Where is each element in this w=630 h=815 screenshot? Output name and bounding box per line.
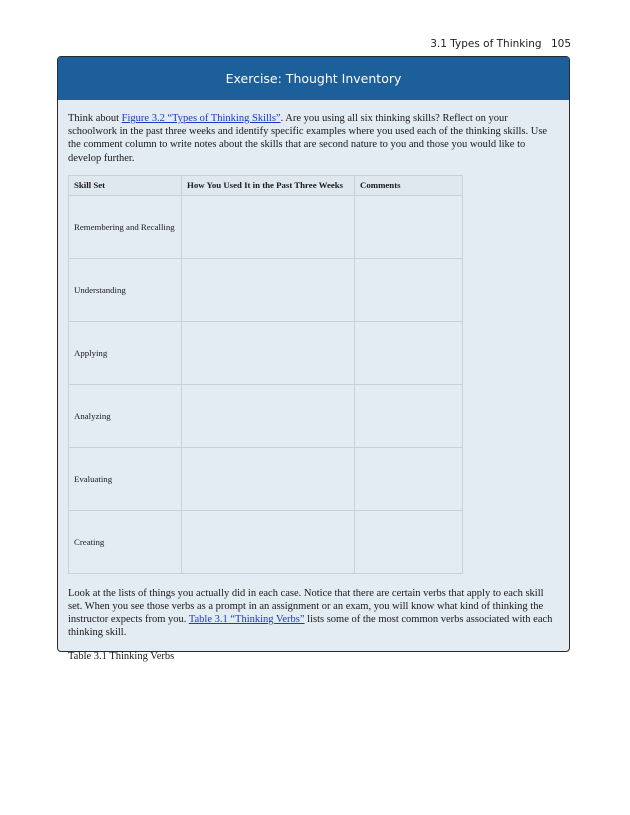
- table-row: [69, 510, 463, 573]
- table-row: [69, 321, 463, 384]
- skill-name: Remembering and Recalling: [69, 195, 182, 258]
- comments-cell: [355, 321, 463, 384]
- how-used-cell: [182, 321, 355, 384]
- comments-cell: [355, 384, 463, 447]
- header-how-used: How You Used It in the Past Three Weeks: [182, 175, 355, 195]
- comments-cell: [355, 258, 463, 321]
- exercise-box: [57, 56, 570, 662]
- skill-name: Evaluating: [69, 447, 182, 510]
- intro-paragraph: [68, 112, 559, 165]
- intro-text-end: . Are you using all six thinking skills? Reflect on your schoolwork in the past three weeks and identify specific examples where you used each of the thinking skills. Use the comment column to write notes about the skills that are second nature to you and those you would like to develop further.: [68, 113, 548, 164]
- header-skill-set: Skill Set: [69, 175, 182, 195]
- comments-cell: [355, 510, 463, 573]
- table-row: [69, 384, 463, 447]
- exercise-body: [58, 100, 569, 662]
- table-caption: Table 3.1 Thinking Verbs: [68, 650, 175, 662]
- skill-name: Analyzing: [69, 384, 182, 447]
- comments-cell: [355, 195, 463, 258]
- table-row: [69, 258, 463, 321]
- exercise-title: Exercise: Thought Inventory: [58, 57, 569, 100]
- followup-paragraph: [68, 587, 559, 640]
- how-used-cell: [182, 258, 355, 321]
- header-comments: Comments: [355, 175, 463, 195]
- followup-text-start: Look at the lists of things you actually did in each case. Notice that there are certain verbs that apply to each skill set. When you see those verbs as a prompt in an assignment or an exam, you will know what kind of thinking the instructor expects from you.: [68, 587, 544, 626]
- skill-name: Understanding: [69, 258, 182, 321]
- skill-name: Applying: [69, 321, 182, 384]
- how-used-cell: [182, 195, 355, 258]
- skill-name: Creating: [69, 510, 182, 573]
- table-row: [69, 195, 463, 258]
- how-used-cell: [182, 447, 355, 510]
- skills-table: [68, 175, 463, 574]
- table-link[interactable]: Table 3.1 “Thinking Verbs”: [188, 614, 305, 626]
- intro-text-start: Think about: [68, 113, 122, 124]
- figure-link[interactable]: Figure 3.2 “Types of Thinking Skills”: [121, 113, 281, 124]
- section-title: 3.1 Types of Thinking: [430, 38, 542, 50]
- table-header-row: [69, 175, 463, 195]
- running-head: [430, 38, 571, 50]
- followup-text-end: lists some of the most common verbs associated with each thinking skill.: [68, 614, 553, 639]
- comments-cell: [355, 447, 463, 510]
- how-used-cell: [182, 384, 355, 447]
- table-row: [69, 447, 463, 510]
- page-number: 105: [550, 38, 571, 50]
- how-used-cell: [182, 510, 355, 573]
